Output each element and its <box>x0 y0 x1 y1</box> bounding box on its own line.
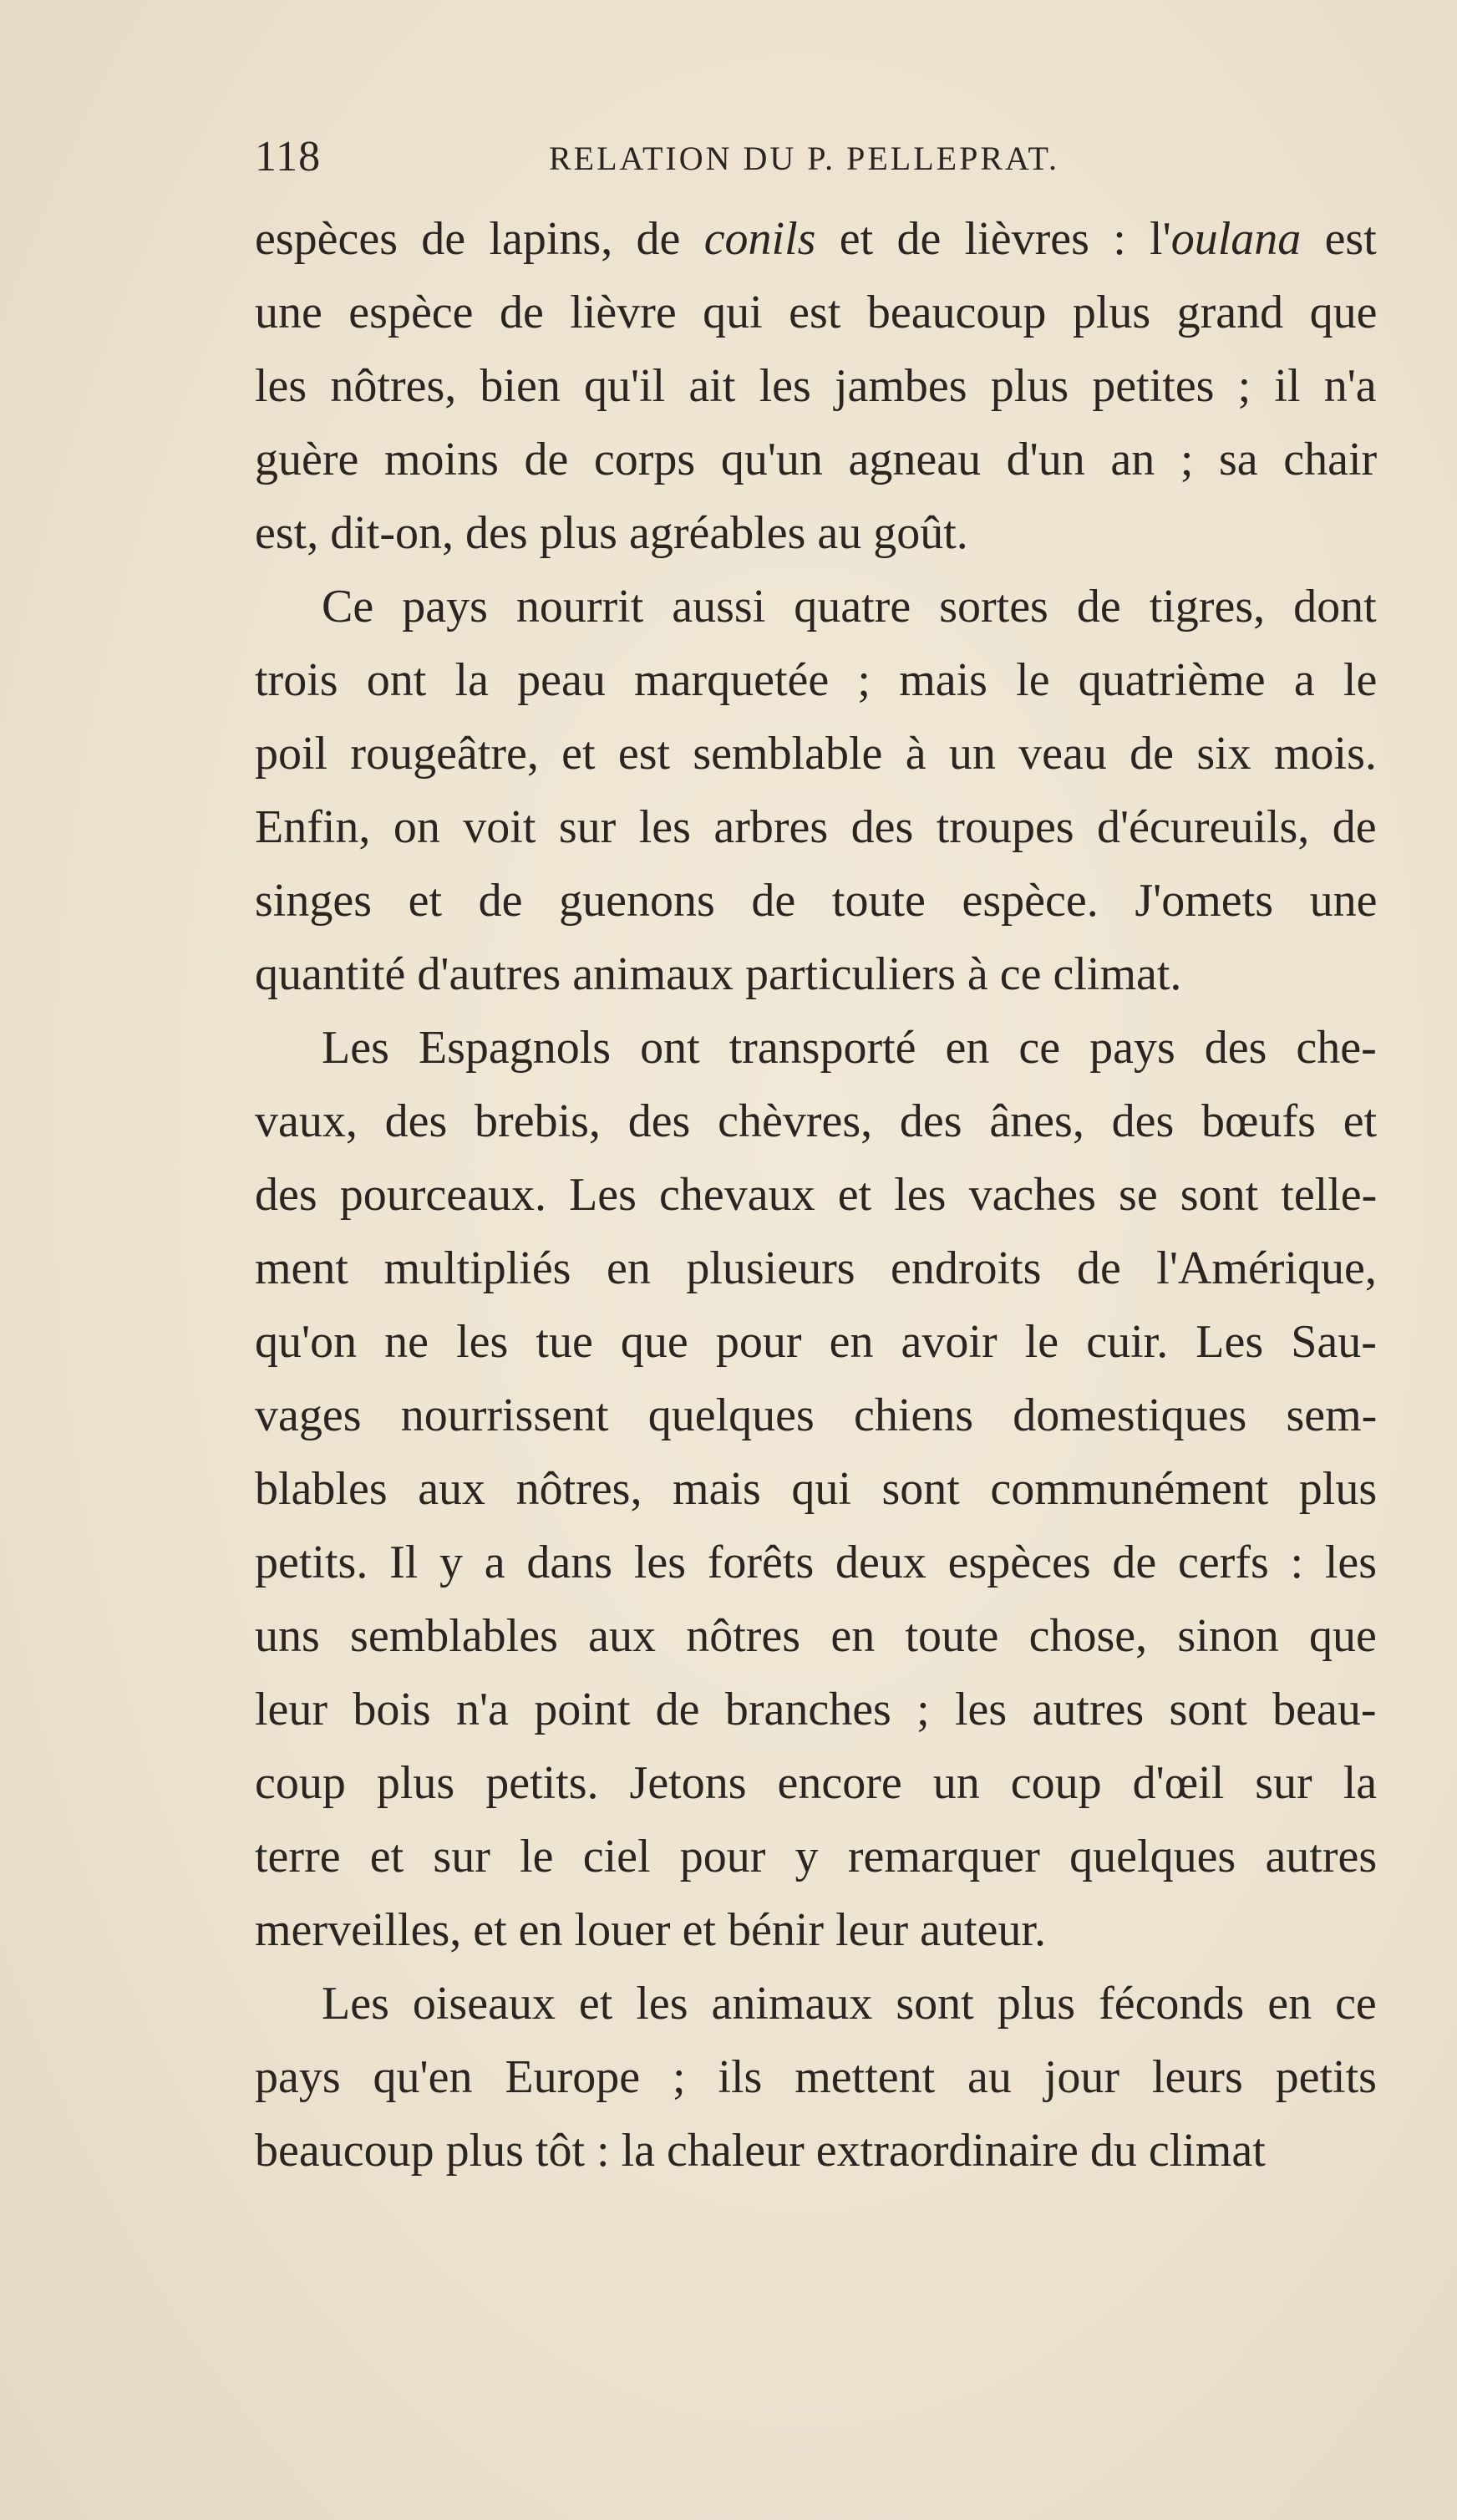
text-line <box>255 937 1181 1011</box>
text-line <box>255 1599 1377 1673</box>
text-segment: les nôtres, bien qu'il ait les jambes plus petites ; il n'a <box>255 360 1377 412</box>
running-head: RELATION DU P. PELLEPRAT. <box>549 140 1059 177</box>
text-segment: ment multipliés en plusieurs endroits de l'Amérique, <box>255 1242 1377 1294</box>
text-line <box>255 1452 1377 1526</box>
text-segment: vages nourrissent quelques chiens domestiques sem- <box>255 1390 1378 1441</box>
text-line <box>255 1305 1377 1379</box>
page-number: 118 <box>255 133 322 180</box>
text-segment: Ce pays nourrit aussi quatre sortes de tigres, dont <box>322 581 1377 633</box>
text-line <box>255 1379 1377 1452</box>
text-line <box>255 496 968 570</box>
text-line <box>255 276 1377 349</box>
text-segment: trois ont la peau marquetée ; mais le quatrième a le <box>255 654 1378 706</box>
text-line <box>255 643 1377 717</box>
text-segment: des pourceaux. Les chevaux et les vaches se sont telle- <box>255 1169 1378 1221</box>
text-segment: Enfin, on voit sur les arbres des troupes d'écureuils, de <box>255 801 1377 853</box>
page-header <box>255 132 1377 182</box>
text-line <box>255 790 1377 864</box>
text-line <box>255 1158 1377 1232</box>
text-segment: uns semblables aux nôtres en toute chose, sinon que <box>255 1610 1377 1662</box>
text-segment: singes et de guenons de toute espèce. J'omets une <box>255 875 1378 927</box>
text-line <box>255 202 1377 276</box>
text-line <box>255 1526 1377 1599</box>
text-line <box>255 1232 1377 1305</box>
text-segment: espèces de lapins, de <box>255 213 704 265</box>
text-segment: blables aux nôtres, mais qui sont communément plus <box>255 1463 1378 1515</box>
text-segment: coup plus petits. Jetons encore un coup d'œil sur la <box>255 1757 1378 1809</box>
italic-word: conils <box>703 213 816 265</box>
text-segment: terre et sur le ciel pour y remarquer quelques autres <box>255 1831 1378 1882</box>
text-line <box>255 423 1377 496</box>
text-line <box>255 1820 1377 1893</box>
text-segment: qu'on ne les tue que pour en avoir le cuir. Les Sau- <box>255 1316 1377 1368</box>
text-segment: vaux, des brebis, des chèvres, des ânes, des bœufs et <box>255 1095 1378 1147</box>
text-segment: une espèce de lièvre qui est beaucoup plus grand que <box>255 287 1378 338</box>
text-line <box>322 1967 1377 2040</box>
text-segment: est <box>1301 213 1377 265</box>
text-line <box>255 1085 1377 1158</box>
text-segment: Les oiseaux et les animaux sont plus féconds en ce <box>322 1978 1377 2030</box>
text-line <box>255 717 1377 790</box>
text-line <box>322 1011 1377 1085</box>
text-segment: est, dit-on, des plus agréables au goût. <box>255 507 968 559</box>
text-line <box>322 570 1377 643</box>
text-segment: beaucoup plus tôt : la chaleur extraordinaire du climat <box>255 2125 1266 2177</box>
text-line <box>255 864 1377 937</box>
text-segment: pays qu'en Europe ; ils mettent au jour leurs petits <box>255 2051 1377 2103</box>
text-line <box>255 1893 1046 1967</box>
text-segment: leur bois n'a point de branches ; les autres sont beau- <box>255 1684 1377 1735</box>
text-line <box>255 1673 1377 1746</box>
text-segment: merveilles, et en louer et bénir leur auteur. <box>255 1904 1046 1956</box>
text-line <box>255 349 1377 423</box>
text-segment: Les Espagnols ont transporté en ce pays des che- <box>322 1022 1377 1074</box>
text-segment: poil rougeâtre, et est semblable à un veau de six mois. <box>255 728 1377 780</box>
italic-word: oulana <box>1170 213 1302 265</box>
text-segment: guère moins de corps qu'un agneau d'un an ; sa chair <box>255 434 1378 485</box>
text-line <box>255 1746 1377 1820</box>
text-line <box>255 2040 1377 2114</box>
text-segment: et de lièvres : l' <box>815 213 1171 265</box>
text-line <box>255 2114 1266 2187</box>
text-segment: petits. Il y a dans les forêts deux espèces de cerfs : les <box>255 1537 1378 1588</box>
text-segment: quantité d'autres animaux particuliers à ce climat. <box>255 948 1182 1000</box>
